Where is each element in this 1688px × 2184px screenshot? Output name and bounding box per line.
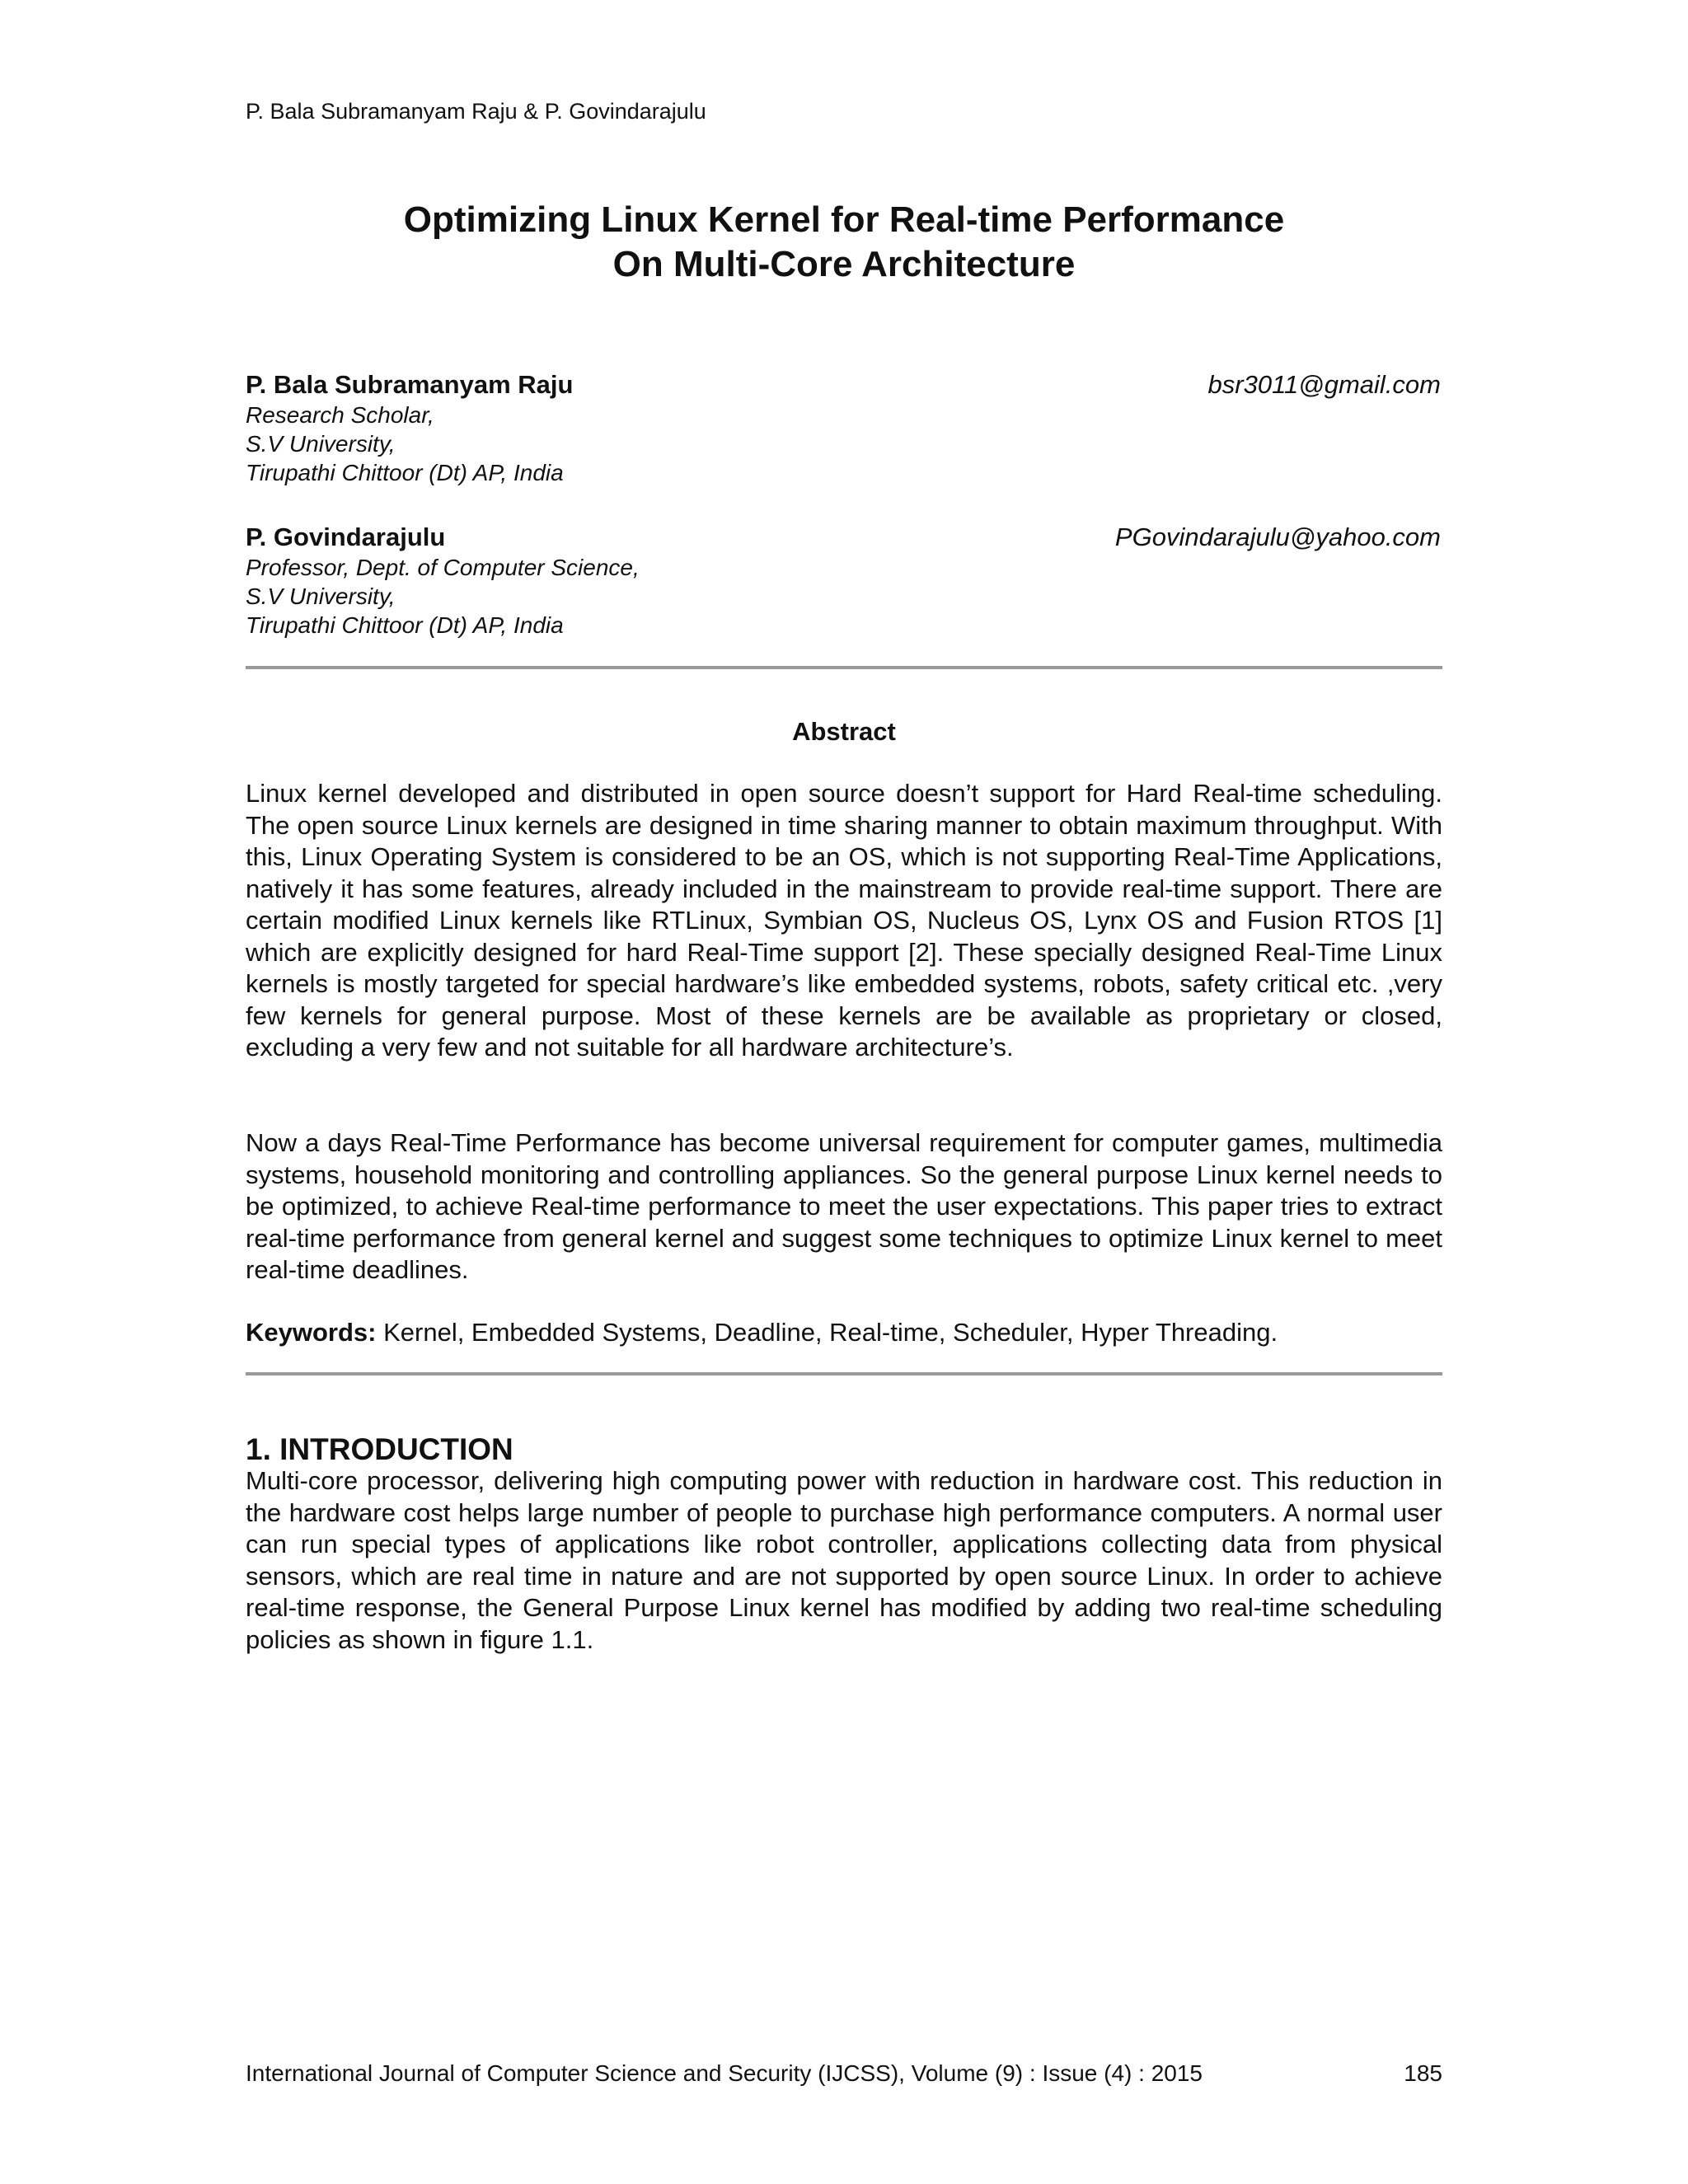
paper-title bbox=[0, 198, 1688, 287]
author-affiliation-line: S.V University, bbox=[246, 431, 396, 457]
divider-rule-bottom bbox=[246, 1372, 1442, 1376]
author-affiliation-line: Tirupathi Chittoor (Dt) AP, India bbox=[246, 612, 564, 638]
author-email[interactable]: PGovindarajulu@yahoo.com bbox=[1114, 523, 1441, 551]
running-head: P. Bala Subramanyam Raju & P. Govindarajulu bbox=[246, 99, 706, 124]
author-email[interactable]: bsr3011@gmail.com bbox=[1207, 370, 1441, 399]
keywords-text: Kernel, Embedded Systems, Deadline, Real-time, Scheduler, Hyper Threading. bbox=[376, 1318, 1278, 1347]
abstract-heading: Abstract bbox=[792, 717, 896, 746]
keywords-label: Keywords: bbox=[246, 1318, 377, 1347]
author-affiliation-line: S.V University, bbox=[246, 583, 396, 609]
author-affiliation-line: Tirupathi Chittoor (Dt) AP, India bbox=[246, 460, 564, 485]
author-affiliation-line: Research Scholar, bbox=[246, 402, 434, 428]
author-block-1 bbox=[246, 369, 1441, 487]
abstract-paragraph-1: Linux kernel developed and distributed in open source doesn’t support for Hard Real-time scheduling. The open source Linux kernels are designed in time sharing manner to obtain maximum throughput. With this, Linux Operating System is considered to be an OS, which is not supporting Real-Time Applications, natively it has some features, already included in the mainstream to provide real-time support. There are certain modified Linux kernels like RTLinux, Symbian OS, Nucleus OS, Lynx OS and Fusion RTOS [1] which are explicitly designed for hard Real-Time support [2]. These specially designed Real-Time Linux kernels is mostly targeted for special hardware’s like embedded systems, robots, safety critical etc. ,very few kernels for general purpose. Most of these kernels are be available as proprietary or closed, excluding a very few and not suitable for all hardware architecture’s. bbox=[246, 779, 1442, 1062]
divider-rule-top bbox=[246, 666, 1442, 669]
paper-title-line-1: Optimizing Linux Kernel for Real-time Performance bbox=[403, 199, 1285, 240]
paper-title-line-2: On Multi-Core Architecture bbox=[612, 244, 1076, 284]
author-name: P. Govindarajulu bbox=[246, 523, 446, 551]
footer-page-number: 185 bbox=[1404, 2060, 1442, 2086]
abstract-paragraph-2: Now a days Real-Time Performance has become universal requirement for computer games, multimedia systems, household monitoring and controlling appliances. So the general purpose Linux kernel needs to be optimized, to achieve Real-time performance to meet the user expectations. This paper tries to extract real-time performance from general kernel and suggest some techniques to optimize Linux kernel to meet real-time deadlines. bbox=[246, 1128, 1442, 1284]
keywords-line bbox=[246, 1317, 1442, 1349]
author-block-2 bbox=[246, 522, 1441, 640]
introduction-paragraph: Multi-core processor, delivering high computing power with reduction in hardware cost. This reduction in the hardware cost helps large number of people to purchase high performance computers. A normal user can run special types of applications like robot controller, applications collecting data from physical sensors, which are real time in nature and are not supported by open source Linux. In order to achieve real-time response, the General Purpose Linux kernel has modified by adding two real-time scheduling policies as shown in figure 1.1. bbox=[246, 1466, 1442, 1654]
author-name: P. Bala Subramanyam Raju bbox=[246, 370, 574, 399]
section-heading-introduction: 1. INTRODUCTION bbox=[246, 1432, 513, 1466]
author-affiliation-line: Professor, Dept. of Computer Science, bbox=[246, 555, 640, 580]
footer-journal-citation: International Journal of Computer Science and Security (IJCSS), Volume (9) : Issue (4) : 2015 bbox=[246, 2060, 1203, 2086]
